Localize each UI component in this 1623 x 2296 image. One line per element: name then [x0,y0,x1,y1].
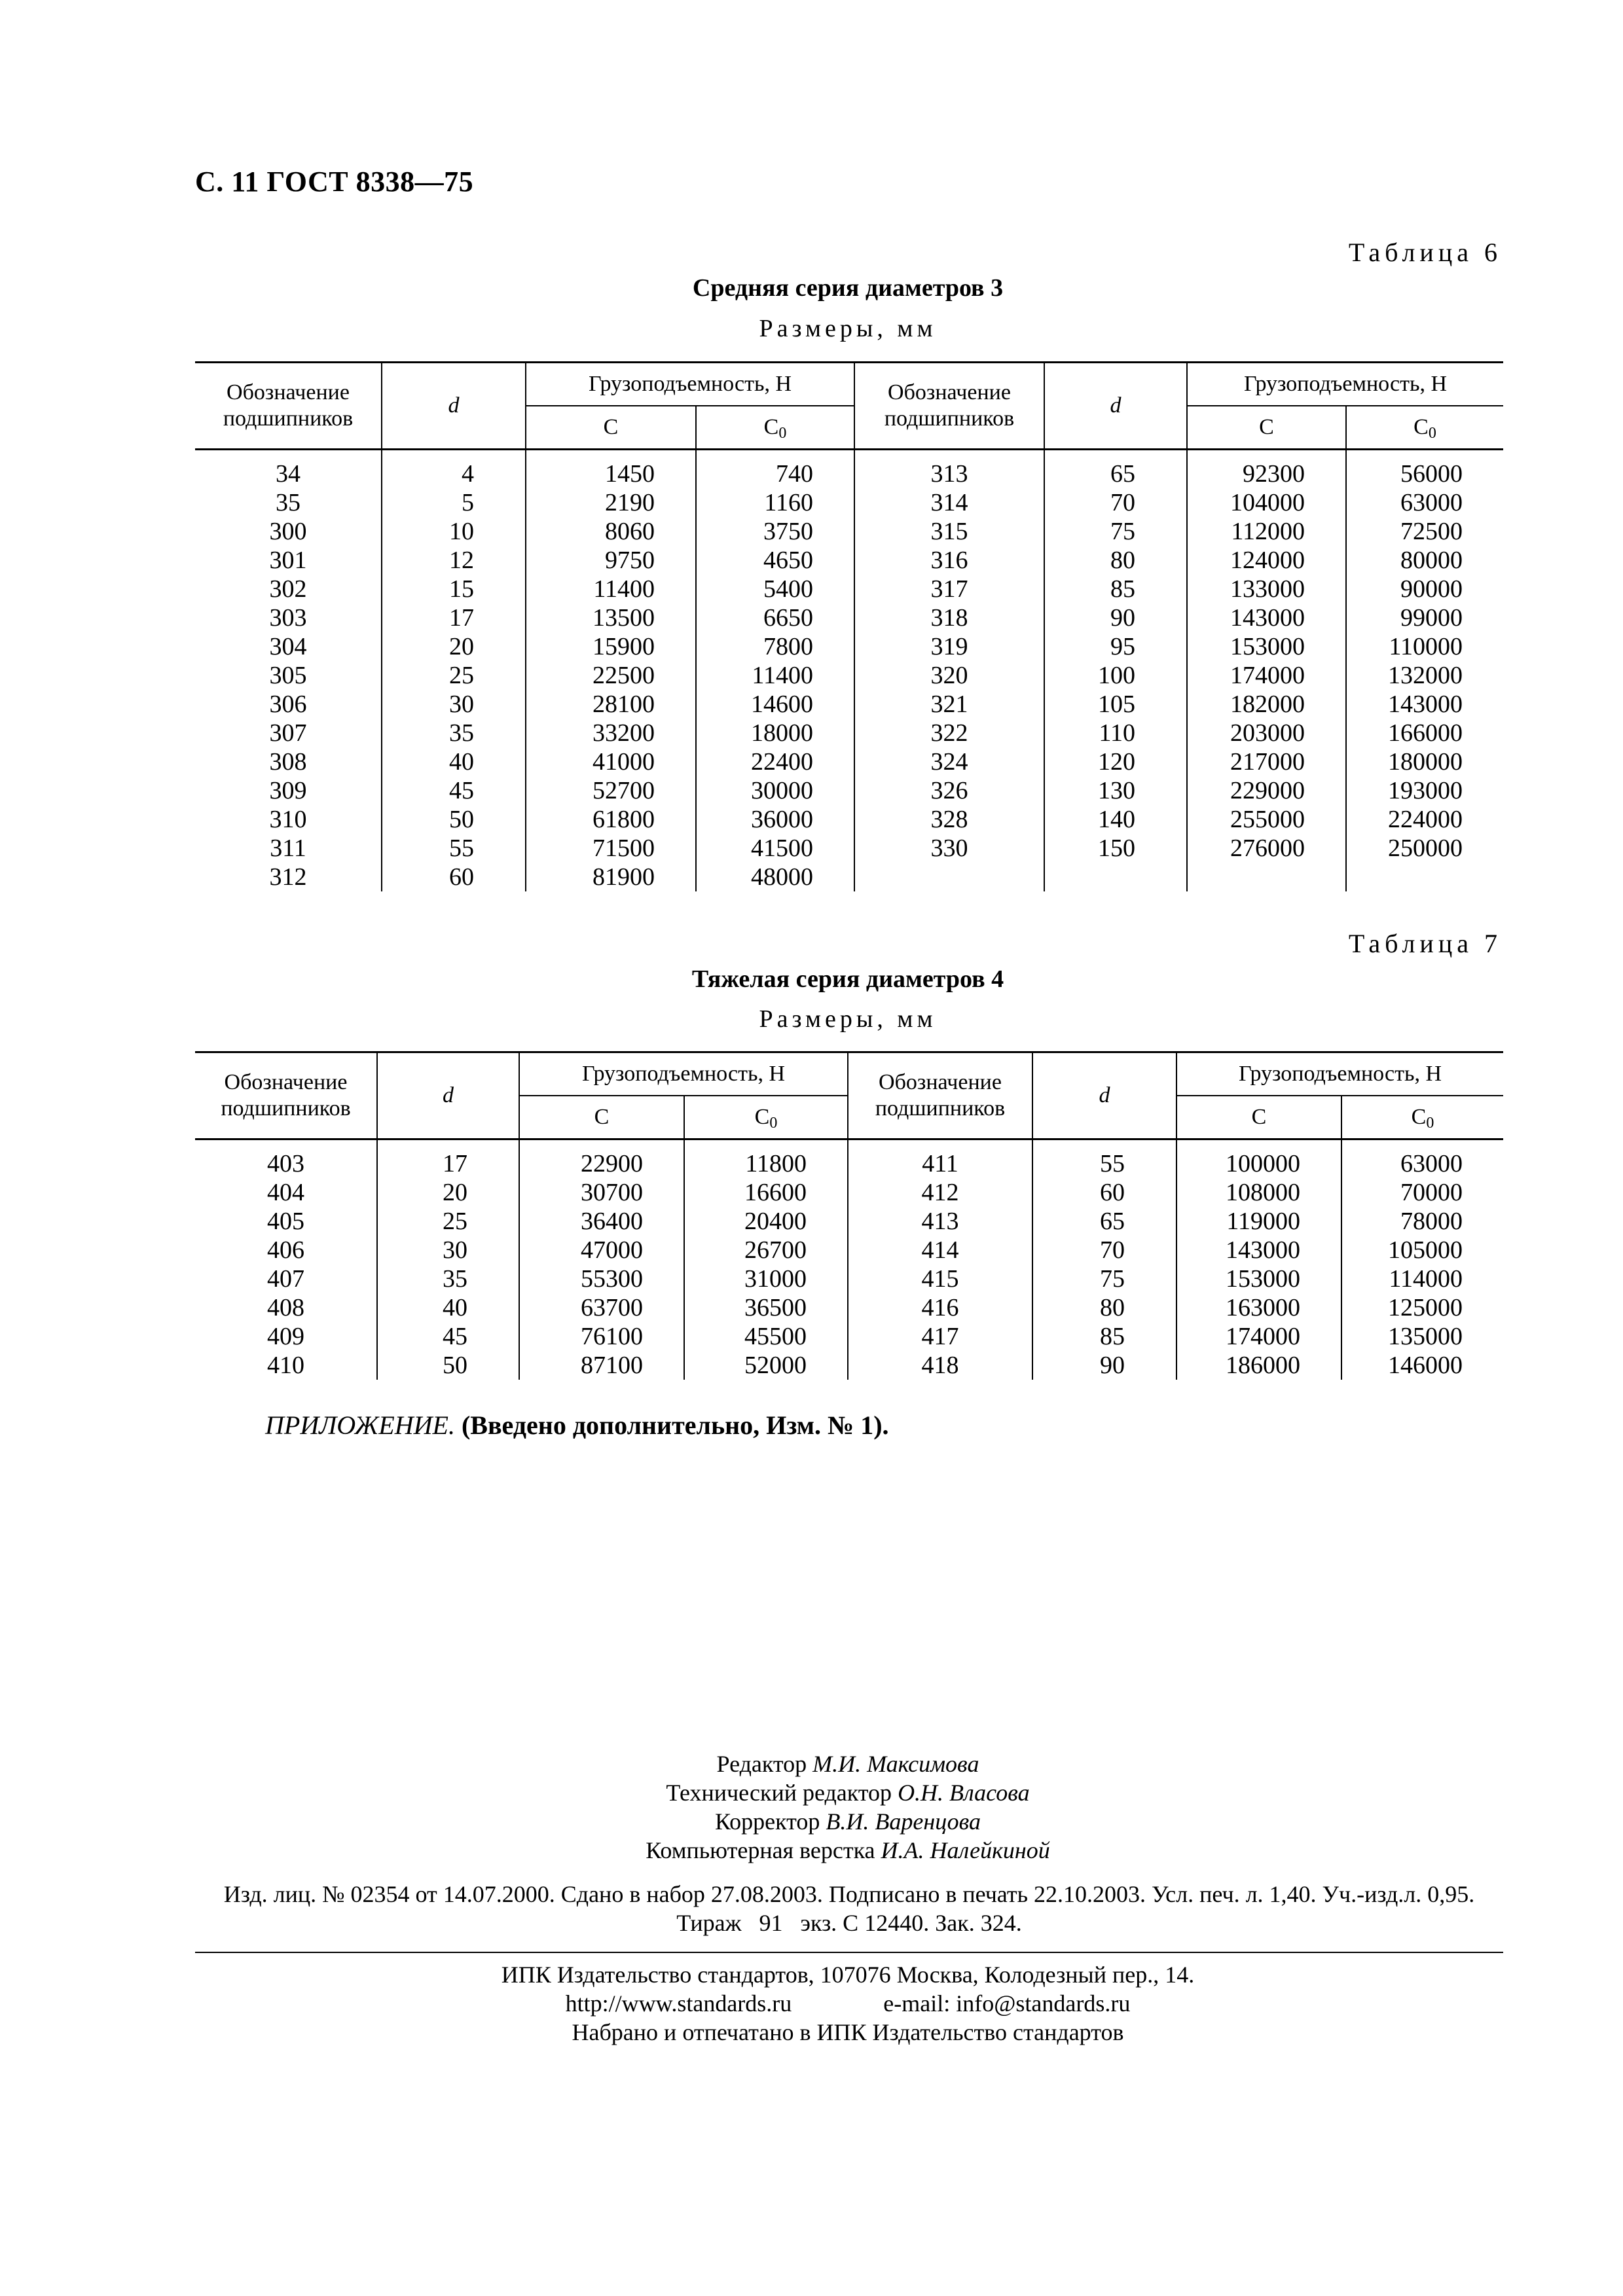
c0-cell: 80000 [1400,547,1463,574]
d-cell: 120 [1044,747,1187,776]
d-cell: 65 [1032,1207,1176,1236]
d-cell: 65 [1044,450,1187,489]
c0-cell: 114000 [1389,1265,1463,1293]
c-cell: 52700 [526,776,696,805]
c0-cell: 146000 [1388,1352,1463,1379]
table-row [195,863,1503,891]
designation-cell: 303 [195,603,382,632]
table7 [195,1051,1503,1380]
c0-cell: 78000 [1400,1208,1463,1235]
designation-cell: 316 [854,546,1044,575]
c-cell: 47000 [519,1236,684,1265]
appendix-text: (Введено дополнительно, Изм. № 1). [461,1410,889,1440]
d-cell: 140 [1044,805,1187,834]
c-cell: 22900 [519,1139,684,1179]
c-cell: 229000 [1187,776,1346,805]
designation-cell: 34 [195,450,382,489]
d-cell: 20 [382,632,526,661]
c0-cell: 1160 [696,488,854,517]
c-cell: 8060 [526,517,696,546]
table-row [195,1207,1503,1236]
table-row [195,805,1503,834]
table6-units: Размеры, мм [759,315,937,342]
credit-line: Компьютерная верстка И.А. Налейкиной [646,1837,1050,1863]
table-row [195,1139,1503,1179]
designation-cell: 404 [195,1178,377,1207]
c-cell: 255000 [1187,805,1346,834]
d-cell: 80 [1032,1293,1176,1322]
designation-cell: 409 [195,1322,377,1351]
c0-cell: 11800 [684,1139,848,1179]
designation-cell: 35 [195,488,382,517]
designation-cell: 416 [848,1293,1032,1322]
c-cell: 104000 [1187,488,1346,517]
d-cell: 17 [382,603,526,632]
d-cell: 100 [1044,661,1187,690]
c0-cell: 26700 [684,1236,848,1265]
c0-cell: 45500 [684,1322,848,1351]
c0-cell: 125000 [1388,1294,1463,1321]
d-header: d [1032,1052,1176,1139]
c-cell: 81900 [526,863,696,891]
d-cell: 45 [377,1322,519,1351]
c-cell: 15900 [526,632,696,661]
c0-header: $C_0$ [1413,415,1436,442]
designation-header: Обозначение подшипников [848,1052,1032,1139]
c0-cell: 36000 [696,805,854,834]
designation-cell: 328 [854,805,1044,834]
table-row [195,1178,1503,1207]
contact-line [0,1989,1623,2018]
c0-cell: 72500 [1400,518,1463,545]
c-cell: 76100 [519,1322,684,1351]
d-cell: 4 [382,450,526,489]
designation-cell: 305 [195,661,382,690]
designation-cell: 411 [848,1139,1032,1179]
c-cell: 108000 [1176,1178,1341,1207]
c0-header: $C_0$ [684,1096,848,1139]
designation-cell: 326 [854,776,1044,805]
designation-header: Обозначение подшипников [854,363,1044,450]
d-cell: 40 [377,1293,519,1322]
designation-cell: 301 [195,546,382,575]
c0-cell: 193000 [1388,777,1463,804]
c0-cell: 740 [696,450,854,489]
table-row [195,575,1503,603]
table-row [195,690,1503,719]
c0-header: $C_0$ [1411,1105,1434,1132]
table-row [195,1265,1503,1293]
c-cell: 87100 [519,1351,684,1380]
c-cell: 9750 [526,546,696,575]
c-header: C [1176,1096,1341,1139]
designation-cell: 322 [854,719,1044,747]
c-header: C [1187,406,1346,450]
c-cell: 2190 [526,488,696,517]
c0-cell: 110000 [1389,633,1463,660]
c0-cell: 41500 [696,834,854,863]
d-cell: 17 [377,1139,519,1179]
designation-cell: 315 [854,517,1044,546]
appendix-label: ПРИЛОЖЕНИЕ. [265,1410,455,1440]
designation-cell: 300 [195,517,382,546]
publication-info [195,1880,1503,1937]
d-cell: 5 [382,488,526,517]
table-row [195,747,1503,776]
d-cell: 55 [1032,1139,1176,1179]
table7-title: Тяжелая серия диаметров 4 [691,965,1004,993]
d-cell: 80 [1044,546,1187,575]
designation-cell: 309 [195,776,382,805]
d-header: d [1044,363,1187,450]
c-cell: 1450 [526,450,696,489]
c0-cell: 63000 [1400,1150,1463,1177]
c-cell: 63700 [519,1293,684,1322]
table-row [195,546,1503,575]
designation-cell: 313 [854,450,1044,489]
c0-cell: 135000 [1388,1323,1463,1350]
load-capacity-header: Грузоподъемность, Н [526,363,854,406]
c0-cell: 132000 [1388,662,1463,689]
c-cell: 182000 [1187,690,1346,719]
table-row [195,776,1503,805]
d-cell: 60 [382,863,526,891]
c-cell [1187,863,1346,891]
c-cell: 276000 [1187,834,1346,863]
c-cell: 186000 [1176,1351,1341,1380]
c0-cell: 99000 [1400,604,1463,632]
c-cell: 30700 [519,1178,684,1207]
designation-cell: 304 [195,632,382,661]
c0-cell: 63000 [1400,489,1463,516]
c-cell: 33200 [526,719,696,747]
designation-cell: 317 [854,575,1044,603]
c0-cell: 6650 [696,603,854,632]
c0-cell: 56000 [1400,460,1463,488]
c-cell: 55300 [519,1265,684,1293]
c0-cell: 20400 [684,1207,848,1236]
designation-cell: 417 [848,1322,1032,1351]
email-link[interactable]: e-mail: info@standards.ru [883,1990,1131,2017]
credit-line: Редактор М.И. Максимова [716,1751,979,1777]
d-cell: 55 [382,834,526,863]
table-row [195,1236,1503,1265]
publisher-address: ИПК Издательство стандартов, 107076 Москва, Колодезный пер., 14. [501,1962,1195,1988]
load-capacity-header: Грузоподъемность, Н [1187,363,1503,406]
c0-cell: 105000 [1388,1236,1463,1264]
c0-cell: 90000 [1400,575,1463,603]
table6-title: Средняя серия диаметров 3 [692,274,1004,302]
c-cell: 61800 [526,805,696,834]
d-cell: 10 [382,517,526,546]
c-cell: 143000 [1176,1236,1341,1265]
c0-cell: 166000 [1388,719,1463,747]
designation-cell: 302 [195,575,382,603]
designation-cell: 418 [848,1351,1032,1380]
c0-cell: 22400 [696,747,854,776]
designation-cell: 330 [854,834,1044,863]
designation-cell: 314 [854,488,1044,517]
d-cell: 25 [377,1207,519,1236]
designation-cell: 403 [195,1139,377,1179]
designation-cell: 407 [195,1265,377,1293]
d-header: d [377,1052,519,1139]
c-cell: 174000 [1176,1322,1341,1351]
c-cell: 22500 [526,661,696,690]
d-cell: 90 [1032,1351,1176,1380]
c-header: C [519,1096,684,1139]
c-cell: 153000 [1176,1265,1341,1293]
c-cell: 36400 [519,1207,684,1236]
table7-number: Таблица 7 [1348,929,1502,958]
designation-cell: 324 [854,747,1044,776]
c0-cell: 31000 [684,1265,848,1293]
d-cell: 20 [377,1178,519,1207]
table-row [195,488,1503,517]
d-cell: 12 [382,546,526,575]
c-cell: 71500 [526,834,696,863]
divider [195,1952,1503,1953]
d-cell: 45 [382,776,526,805]
c0-cell: 5400 [696,575,854,603]
d-cell: 150 [1044,834,1187,863]
c-cell: 92300 [1187,450,1346,489]
designation-cell: 321 [854,690,1044,719]
c-cell: 13500 [526,603,696,632]
d-cell: 85 [1032,1322,1176,1351]
d-cell: 90 [1044,603,1187,632]
c-cell: 174000 [1187,661,1346,690]
designation-cell: 415 [848,1265,1032,1293]
designation-cell: 319 [854,632,1044,661]
designation-cell: 412 [848,1178,1032,1207]
c-cell: 28100 [526,690,696,719]
table-row [195,834,1503,863]
c0-cell [1346,863,1503,891]
c-cell: 133000 [1187,575,1346,603]
designation-cell: 306 [195,690,382,719]
designation-header: Обозначение подшипников [195,363,382,450]
d-cell: 95 [1044,632,1187,661]
table-row [195,517,1503,546]
c-cell: 203000 [1187,719,1346,747]
d-cell: 40 [382,747,526,776]
c-cell: 163000 [1176,1293,1341,1322]
designation-cell: 307 [195,719,382,747]
d-cell: 50 [377,1351,519,1380]
c0-cell: 3750 [696,517,854,546]
page-header: С. 11 ГОСТ 8338—75 [195,166,474,198]
website-link[interactable]: http://www.standards.ru [565,1990,792,2017]
d-cell: 30 [377,1236,519,1265]
c0-cell: 11400 [696,661,854,690]
table-row [195,450,1503,489]
d-cell [1044,863,1187,891]
d-cell: 75 [1044,517,1187,546]
designation-cell: 320 [854,661,1044,690]
c0-cell: 16600 [684,1178,848,1207]
d-cell: 130 [1044,776,1187,805]
c0-cell: 14600 [696,690,854,719]
c0-cell: 4650 [696,546,854,575]
d-cell: 85 [1044,575,1187,603]
c-cell: 119000 [1176,1207,1341,1236]
designation-cell: 318 [854,603,1044,632]
c-cell: 143000 [1187,603,1346,632]
c0-cell: 36500 [684,1293,848,1322]
c-cell: 153000 [1187,632,1346,661]
c0-cell: 7800 [696,632,854,661]
d-cell: 60 [1032,1178,1176,1207]
c0-cell: 180000 [1388,748,1463,776]
designation-cell: 310 [195,805,382,834]
credit-line: Корректор В.И. Варенцова [714,1808,981,1835]
designation-cell: 308 [195,747,382,776]
d-header: d [382,363,526,450]
table-row [195,661,1503,690]
c-cell: 112000 [1187,517,1346,546]
designation-cell: 408 [195,1293,377,1322]
d-cell: 110 [1044,719,1187,747]
d-cell: 50 [382,805,526,834]
d-cell: 25 [382,661,526,690]
c0-cell: 70000 [1400,1179,1463,1206]
d-cell: 75 [1032,1265,1176,1293]
table-row [195,1322,1503,1351]
d-cell: 105 [1044,690,1187,719]
d-cell: 70 [1032,1236,1176,1265]
d-cell: 35 [377,1265,519,1293]
designation-cell [854,863,1044,891]
designation-cell: 312 [195,863,382,891]
publication-line: Изд. лиц. № 02354 от 14.07.2000. Сдано в набор 27.08.2003. Подписано в печать 22.10.2003. Усл. печ. л. 1,40. Уч.-изд.л. 0,95. [223,1881,1475,1907]
printer-line: Набрано и отпечатано в ИПК Издательство стандартов [572,2019,1124,2045]
table-row [195,719,1503,747]
print-run-line: Тираж 91 экз. С 12440. Зак. 324. [676,1910,1022,1936]
d-cell: 30 [382,690,526,719]
designation-cell: 410 [195,1351,377,1380]
c-header: C [526,406,696,450]
credits [0,1749,1623,1865]
c-cell: 124000 [1187,546,1346,575]
appendix-note [265,1410,889,1441]
table-row [195,1293,1503,1322]
c0-cell: 48000 [696,863,854,891]
c-cell: 11400 [526,575,696,603]
c0-cell: 30000 [696,776,854,805]
c0-cell: 52000 [684,1351,848,1380]
table7-units: Размеры, мм [759,1005,937,1033]
c0-cell: 18000 [696,719,854,747]
d-cell: 15 [382,575,526,603]
c0-cell: 224000 [1388,806,1463,833]
designation-header: Обозначение подшипников [195,1052,377,1139]
designation-cell: 406 [195,1236,377,1265]
imprint [0,1960,1623,2047]
table-row [195,603,1503,632]
table-row [195,1351,1503,1380]
designation-cell: 405 [195,1207,377,1236]
c0-cell: 250000 [1388,834,1463,862]
d-cell: 70 [1044,488,1187,517]
c0-header: $C_0$ [696,406,854,450]
designation-cell: 414 [848,1236,1032,1265]
table6-number: Таблица 6 [1348,238,1502,267]
designation-cell: 311 [195,834,382,863]
load-capacity-header: Грузоподъемность, Н [1176,1052,1503,1096]
credit-line: Технический редактор О.Н. Власова [666,1780,1030,1806]
table6 [195,361,1503,891]
table-row [195,632,1503,661]
c-cell: 217000 [1187,747,1346,776]
designation-cell: 413 [848,1207,1032,1236]
c0-cell: 143000 [1388,691,1463,718]
c-cell: 41000 [526,747,696,776]
d-cell: 35 [382,719,526,747]
c-cell: 100000 [1176,1139,1341,1179]
load-capacity-header: Грузоподъемность, Н [519,1052,848,1096]
